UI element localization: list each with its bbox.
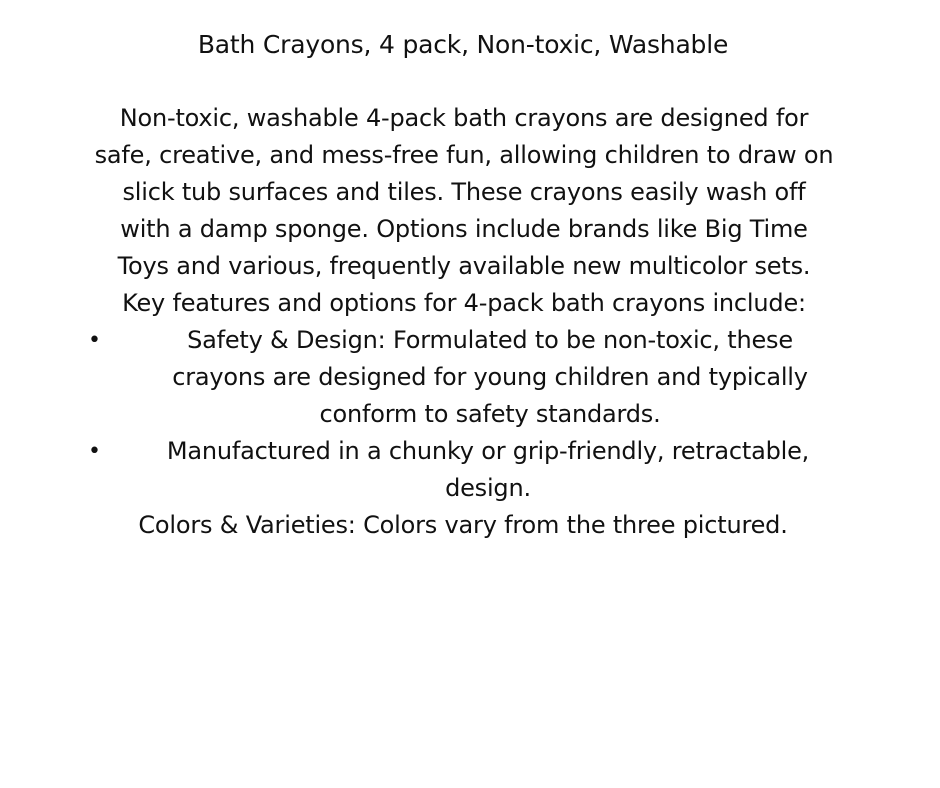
list-item-text (140, 322, 840, 433)
paragraph-line: Non-toxic, washable 4-pack bath crayons are designed for (119, 104, 809, 132)
list-item-manufacturing (0, 433, 930, 507)
bullet-icon: • (88, 328, 101, 353)
list-item-line: conform to safety standards. (319, 400, 661, 428)
paragraph-line: Key features and options for 4-pack bath crayons include: (122, 289, 806, 317)
list-item-line: design. (445, 474, 531, 502)
paragraph-line: with a damp sponge. Options include brands like Big Time (120, 215, 808, 243)
list-item-text (130, 433, 846, 507)
list-item-safety-design (0, 322, 930, 433)
list-item-line: crayons are designed for young children and typically (172, 363, 808, 391)
description-paragraph (64, 100, 864, 322)
colors-varieties-note: Colors & Varieties: Colors vary from the three pictured. (138, 511, 788, 539)
list-item-line: Safety & Design: Formulated to be non-toxic, these (187, 326, 793, 354)
list-item-line: Manufactured in a chunky or grip-friendly, retractable, (166, 437, 810, 465)
bullet-icon: • (88, 439, 101, 464)
paragraph-line: safe, creative, and mess-free fun, allowing children to draw on (94, 141, 834, 169)
features-list (0, 322, 930, 507)
document-title: Bath Crayons, 4 pack, Non-toxic, Washable (197, 30, 729, 59)
paragraph-line: Toys and various, frequently available new multicolor sets. (117, 252, 811, 280)
paragraph-line: slick tub surfaces and tiles. These crayons easily wash off (122, 178, 806, 206)
